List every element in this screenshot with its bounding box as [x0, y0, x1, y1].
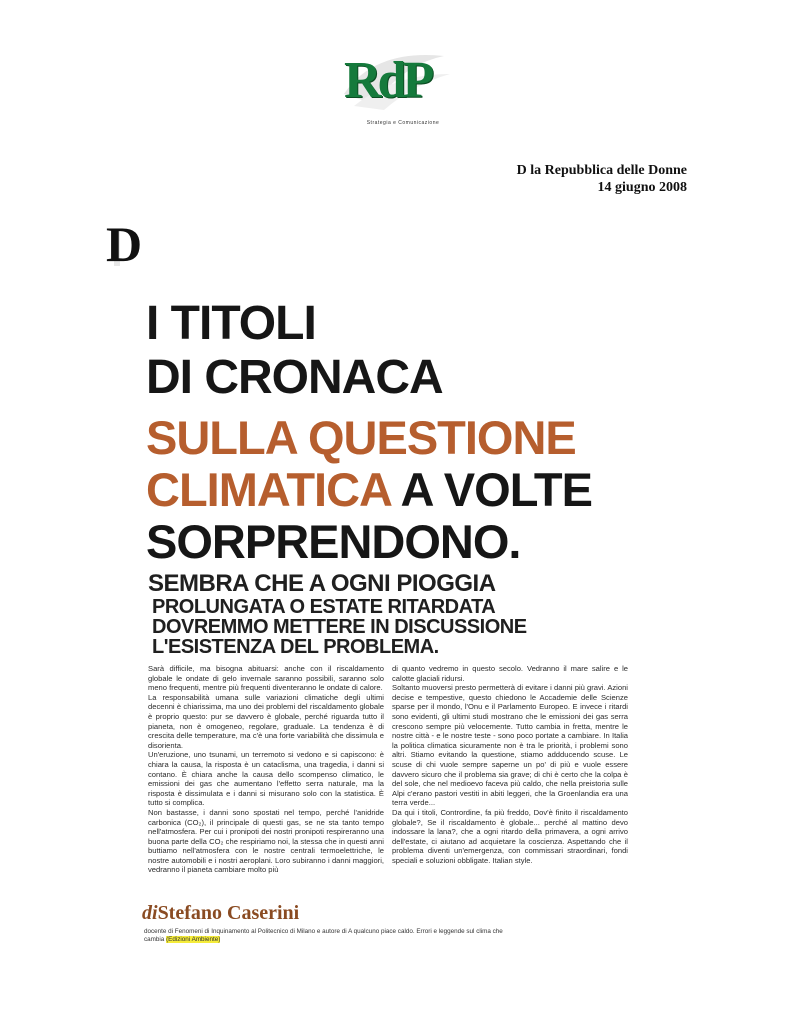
rdp-logo: [330, 40, 460, 130]
author-bio: [144, 928, 504, 944]
logo-mark: RdP: [344, 52, 431, 109]
byline-prefix: di: [142, 902, 158, 924]
paragraph: Soltanto muoversi presto permetterà di evitare i danni più gravi. Azioni decise e tempestive, questo chiedono le Accademie delle Scienze sparse per il mondo, l'Onu e il Parlamento Europeo. E invece i ritardi sono evidenti, gli ultimi studi mostrano che le emissioni dei gas serra crescono sempre più velocemente. Tutto cambia in fretta, mentre le nostre città - e le nostre teste - sono poco portate a cambiare. In Italia la politica climatica sicuramente non è tra le priorità, i problemi sono altri. Stiamo evitando la questione, stiamo addducendo scuse. Le scuse di chi vuole sempre saperne un po' di più e vuole essere davvero sicuro che il problema sia grave; di chi è certo che la colpa è del sole, che nel medioevo faceva più caldo, che nella preistoria sulle Alpi c'erano pastori vestiti in abiti leggeri, che la Groenlandia era una terra verde...: [392, 683, 628, 808]
subhead-line-4: L'ESISTENZA DEL PROBLEMA.: [152, 636, 439, 658]
headline-line-4: [146, 463, 592, 516]
subhead-line-2: PROLUNGATA O ESTATE RITARDATA: [152, 596, 496, 618]
author-name: Stefano Caserini: [157, 902, 300, 924]
byline: [142, 902, 462, 925]
paragraph: Un'eruzione, uno tsunami, un terremoto si vedono e si capiscono: è chiara la causa, la risposta è un cataclisma, una tragedia, i danni si contano. È chiara anche la causa dello scompenso climatico, le emissioni dei gas che aumentano l'effetto serra naturale, ma la risposta è dissimulata e i danni si misurano solo con la statistica. È tutto si complica.: [148, 750, 384, 808]
headline-line-5: SORPRENDONO.: [146, 515, 521, 568]
paragraph: Non bastasse, i danni sono spostati nel tempo, perché l'anidride carbonica (CO₂), il principale di questi gas, se ne sta tanto tempo nell'atmosfera. Per cui i pronipoti dei nostri pronipoti respireranno una buona parte della CO₂ che respiriamo noi, la stessa che in questi anni buttiamo nell'atmosfera con le nostre centrali termoelettriche, le nostre automobili e i nostri aeroplani. Loro subiranno i danni maggiori, vedranno il pianeta cambiare molto più: [148, 807, 384, 875]
headline-highlight: CLIMATICA: [146, 463, 391, 516]
article-column-2: [392, 664, 628, 865]
source-info: [517, 162, 687, 196]
masthead-letter: D: [106, 216, 143, 272]
headline-line-3: SULLA QUESTIONE: [146, 411, 576, 464]
paragraph: Da qui i titoli, Contrordine, fa più freddo, Dov'è finito il riscaldamento globale?, Se il riscaldamento è globale... perché al mattino devo indossare la lana?, che a ogni ritardo della primavera, a ogni arrivo dell'estate, ci aiutano ad acquietare la coscienza. Aspettando che il problema diventi un'emergenza, con commissari straordinari, fondi speciali e soluzioni obbligate. Italian style.: [392, 807, 628, 865]
publication-name: D la Repubblica delle Donne: [516, 163, 687, 178]
author-bio-text: docente di Fenomeni di Inquinamento al Politecnico di Milano e autore di A qualcuno piace caldo. Errori e leggende sul clima che cambia: [144, 928, 503, 943]
paragraph: La responsabilità umana sulle variazioni climatiche degli ultimi decenni è chiarissima, ma uno dei problemi del riscaldamento globale è proprio questo: pur se davvero è globale, perché riguarda tutto il pianeta, non è omogeneo, regolare, graduale. La tendenza è di crescita delle temperature, ma c'è una forte variabilità che dissimula e disorienta.: [148, 692, 384, 750]
headline-line-1: I TITOLI: [146, 297, 316, 350]
paragraph: di quanto vedremo in questo secolo. Vedranno il mare salire e le calotte glaciali ridursi.: [392, 664, 628, 683]
publisher-highlight: (Edizioni Ambiente): [166, 936, 221, 943]
subhead-line-3: DOVREMMO METTERE IN DISCUSSIONE: [152, 616, 527, 638]
publication-date: 14 giugno 2008: [597, 180, 687, 195]
headline-line-4-rest: A VOLTE: [390, 463, 592, 516]
logo-tagline: Strategia e Comunicazione: [366, 120, 440, 126]
headline-line-2: DI CRONACA: [146, 351, 443, 404]
magazine-masthead: [106, 216, 143, 272]
article-column-1: [148, 664, 384, 875]
subhead-line-1: SEMBRA CHE A OGNI PIOGGIA: [148, 570, 496, 597]
paragraph: Sarà difficile, ma bisogna abituarsi: anche con il riscaldamento globale le ondate di gelo invernale saranno possibili, saranno solo meno frequenti, mentre più frequenti diventeranno le ondate di calore.: [148, 664, 384, 693]
article-clipping: [138, 290, 650, 950]
